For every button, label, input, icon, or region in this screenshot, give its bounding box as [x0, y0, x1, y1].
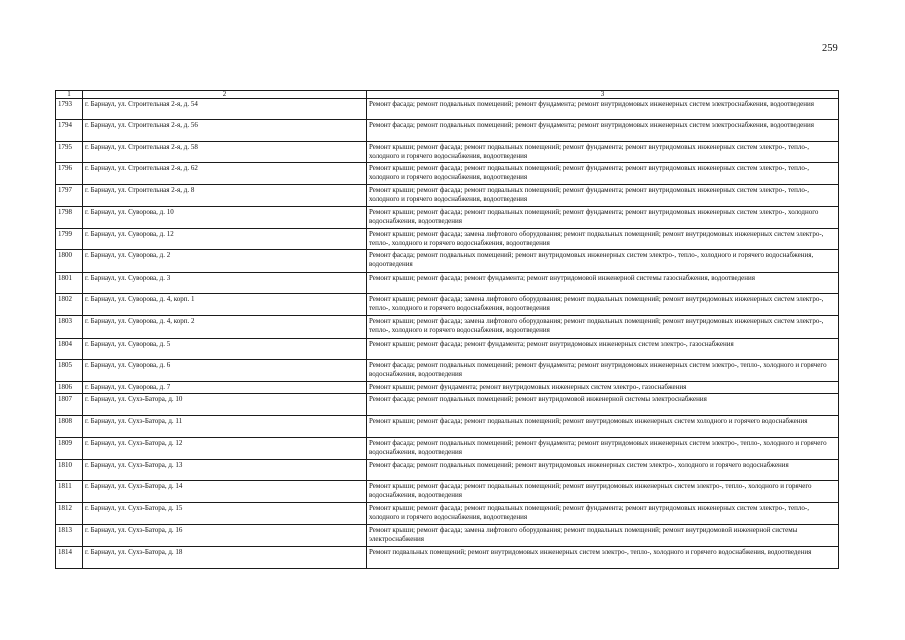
table-row: [56, 294, 839, 316]
row-works: Ремонт крыши; ремонт фасада; замена лифтового оборудования; ремонт подвальных помещений; ремонт внутридомовых инженерных систем электро-, тепло-, холодного и горячего водоснабжения, водоотведения: [367, 294, 839, 316]
row-address: г. Барнаул, ул. Строительная 2-я, д. 8: [83, 185, 367, 207]
row-address: г. Барнаул, ул. Суворова, д. 6: [83, 360, 367, 382]
row-works: Ремонт фасада; ремонт подвальных помещений; ремонт внутридомовой инженерной системы электроснабжения: [367, 394, 839, 416]
row-works: Ремонт крыши; ремонт фасада; ремонт фундамента; ремонт внутридомовых инженерных систем электро-, газоснабжения: [367, 339, 839, 360]
row-address: г. Барнаул, ул. Сухэ-Батора, д. 16: [83, 525, 367, 547]
table-row: [56, 99, 839, 120]
table-row: [56, 481, 839, 503]
row-address: г. Барнаул, ул. Сухэ-Батора, д. 11: [83, 416, 367, 438]
row-works: Ремонт крыши; ремонт фасада; замена лифтового оборудования; ремонт подвальных помещений; ремонт внутридомовых инженерных систем электро-, тепло-, холодного и горячего водоснабжения, водоотведения: [367, 229, 839, 250]
table-row: [56, 163, 839, 185]
repair-works-table: [55, 90, 839, 569]
row-number: 1800: [56, 250, 83, 273]
table-header-row: [56, 91, 839, 99]
table-row: [56, 416, 839, 438]
row-number: 1808: [56, 416, 83, 438]
row-address: г. Барнаул, ул. Сухэ-Батора, д. 15: [83, 503, 367, 525]
row-address: г. Барнаул, ул. Сухэ-Батора, д. 14: [83, 481, 367, 503]
row-works: Ремонт крыши; ремонт фасада; ремонт подвальных помещений; ремонт внутридомовых инженерных систем электро-, тепло-, холодного и горячего водоснабжения, водоотведения: [367, 481, 839, 503]
table-row: [56, 273, 839, 294]
row-address: г. Барнаул, ул. Строительная 2-я, д. 58: [83, 142, 367, 163]
row-address: г. Барнаул, ул. Строительная 2-я, д. 56: [83, 120, 367, 142]
row-number: 1801: [56, 273, 83, 294]
row-number: 1794: [56, 120, 83, 142]
row-number: 1803: [56, 316, 83, 339]
table-row: [56, 460, 839, 481]
row-works: Ремонт крыши; ремонт фасада; ремонт подвальных помещений; ремонт фундамента; ремонт внутридомовых инженерных систем электро-, тепло-, холодного и горячего водоснабжения, водоотведения: [367, 163, 839, 185]
row-address: г. Барнаул, ул. Сухэ-Батора, д. 10: [83, 394, 367, 416]
row-address: г. Барнаул, ул. Суворова, д. 10: [83, 207, 367, 229]
table-row: [56, 185, 839, 207]
table-row: [56, 316, 839, 339]
row-works: Ремонт крыши; ремонт фасада; ремонт подвальных помещений; ремонт фундамента; ремонт внутридомовых инженерных систем электро-, тепло-, холодного и горячего водоснабжения, водоотведения: [367, 142, 839, 163]
row-works: Ремонт крыши; ремонт фундамента; ремонт внутридомовых инженерных систем электро-, газоснабжения: [367, 382, 839, 394]
row-number: 1807: [56, 394, 83, 416]
row-works: Ремонт подвальных помещений; ремонт внутридомовых инженерных систем электро-, тепло-, холодного и горячего водоснабжения, водоотведения: [367, 547, 839, 569]
row-address: г. Барнаул, ул. Строительная 2-я, д. 54: [83, 99, 367, 120]
row-number: 1812: [56, 503, 83, 525]
row-works: Ремонт крыши; ремонт фасада; ремонт подвальных помещений; ремонт внутридомовых инженерных систем холодного и горячего водоснабжения: [367, 416, 839, 438]
table-row: [56, 547, 839, 569]
table-row: [56, 394, 839, 416]
row-works: Ремонт крыши; ремонт фасада; ремонт подвальных помещений; ремонт фундамента; ремонт внутридомовых инженерных систем электро-, холодного водоснабжения, водоотведения: [367, 207, 839, 229]
row-number: 1804: [56, 339, 83, 360]
row-works: Ремонт фасада; ремонт подвальных помещений; ремонт внутридомовых инженерных систем электро-, холодного и горячего водоснабжения: [367, 460, 839, 481]
table-row: [56, 229, 839, 250]
header-col-3: 3: [367, 91, 839, 99]
row-number: 1809: [56, 438, 83, 460]
row-number: 1806: [56, 382, 83, 394]
row-number: 1799: [56, 229, 83, 250]
table-row: [56, 250, 839, 273]
table-row: [56, 525, 839, 547]
row-number: 1798: [56, 207, 83, 229]
row-address: г. Барнаул, ул. Сухэ-Батора, д. 12: [83, 438, 367, 460]
row-number: 1811: [56, 481, 83, 503]
row-works: Ремонт крыши; ремонт фасада; ремонт подвальных помещений; ремонт фундамента; ремонт внутридомовых инженерных систем электро-, тепло-, холодного и горячего водоснабжения, водоотведения: [367, 185, 839, 207]
page-number: 259: [822, 43, 838, 54]
row-address: г. Барнаул, ул. Суворова, д. 7: [83, 382, 367, 394]
row-address: г. Барнаул, ул. Суворова, д. 12: [83, 229, 367, 250]
header-col-1: 1: [56, 91, 83, 99]
table-row: [56, 120, 839, 142]
row-works: Ремонт крыши; ремонт фасада; ремонт фундамента; ремонт внутридомовой инженерной системы газоснабжения, водоотведения: [367, 273, 839, 294]
row-number: 1795: [56, 142, 83, 163]
table-row: [56, 503, 839, 525]
row-number: 1793: [56, 99, 83, 120]
table-row: [56, 339, 839, 360]
row-address: г. Барнаул, ул. Сухэ-Батора, д. 18: [83, 547, 367, 569]
table-row: [56, 438, 839, 460]
row-works: Ремонт фасада; ремонт подвальных помещений; ремонт фундамента; ремонт внутридомовых инженерных систем электроснабжения, водоотведения: [367, 120, 839, 142]
row-number: 1796: [56, 163, 83, 185]
row-works: Ремонт фасада; ремонт подвальных помещений; ремонт фундамента; ремонт внутридомовых инженерных систем электро-, тепло-, холодного и горячего водоснабжения, водоотведения: [367, 360, 839, 382]
row-address: г. Барнаул, ул. Суворова, д. 4, корп. 2: [83, 316, 367, 339]
row-number: 1802: [56, 294, 83, 316]
table-row: [56, 382, 839, 394]
row-number: 1805: [56, 360, 83, 382]
row-address: г. Барнаул, ул. Суворова, д. 2: [83, 250, 367, 273]
row-number: 1814: [56, 547, 83, 569]
row-address: г. Барнаул, ул. Суворова, д. 3: [83, 273, 367, 294]
row-number: 1797: [56, 185, 83, 207]
header-col-2: 2: [83, 91, 367, 99]
row-works: Ремонт крыши; ремонт фасада; замена лифтового оборудования; ремонт подвальных помещений; ремонт внутридомовых инженерных систем электро-, тепло-, холодного и горячего водоснабжения, водоотведения: [367, 316, 839, 339]
row-address: г. Барнаул, ул. Сухэ-Батора, д. 13: [83, 460, 367, 481]
row-works: Ремонт фасада; ремонт подвальных помещений; ремонт фундамента; ремонт внутридомовых инженерных систем электроснабжения, водоотведения: [367, 99, 839, 120]
row-works: Ремонт фасада; ремонт подвальных помещений; ремонт внутридомовых инженерных систем электро-, тепло-, холодного и горячего водоснабжения, водоотведения: [367, 250, 839, 273]
table-row: [56, 360, 839, 382]
row-number: 1810: [56, 460, 83, 481]
row-address: г. Барнаул, ул. Суворова, д. 5: [83, 339, 367, 360]
table-row: [56, 142, 839, 163]
row-works: Ремонт крыши; ремонт фасада; ремонт подвальных помещений; ремонт фундамента; ремонт внутридомовых инженерных систем электро-, тепло-, холодного и горячего водоснабжения, водоотведения: [367, 503, 839, 525]
row-works: Ремонт фасада; ремонт подвальных помещений; ремонт фундамента; ремонт внутридомовых инженерных систем электро-, тепло-, холодного и горячего водоснабжения, водоотведения: [367, 438, 839, 460]
table-row: [56, 207, 839, 229]
row-number: 1813: [56, 525, 83, 547]
row-address: г. Барнаул, ул. Строительная 2-я, д. 62: [83, 163, 367, 185]
row-address: г. Барнаул, ул. Суворова, д. 4, корп. 1: [83, 294, 367, 316]
row-works: Ремонт крыши; ремонт фасада; замена лифтового оборудования; ремонт подвальных помещений; ремонт внутридомовой инженерной системы электроснабжения: [367, 525, 839, 547]
